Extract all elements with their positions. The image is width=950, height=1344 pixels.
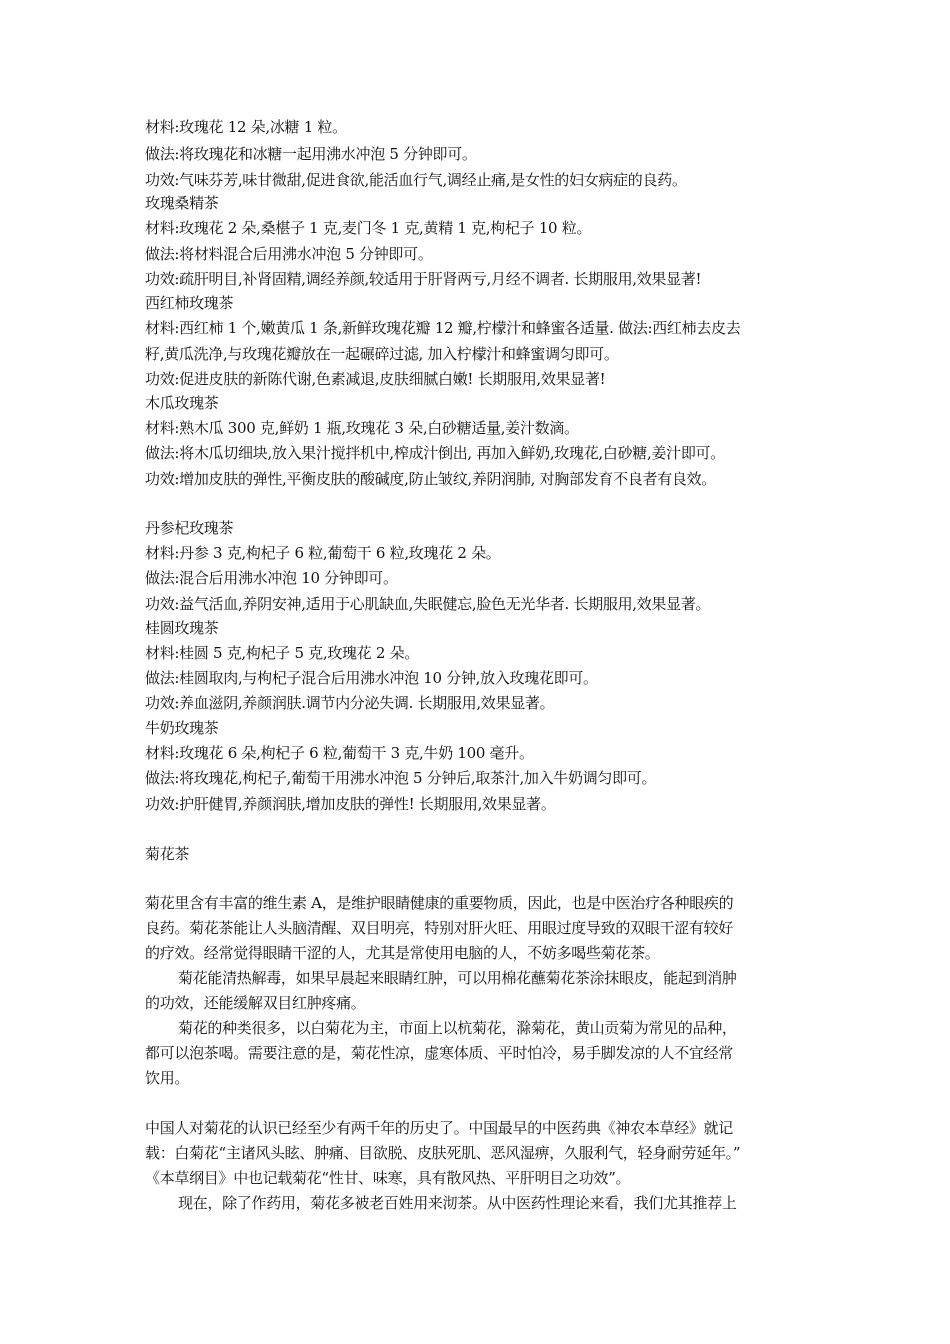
text-line: 材料:玫瑰花 6 朵,枸杞子 6 粒,葡萄干 3 克,牛奶 100 毫升。 — [145, 744, 534, 762]
section-heading: 桂圆玫瑰茶 — [145, 619, 219, 637]
text-line: 饮用。 — [145, 1069, 190, 1087]
text-line: 做法:将玫瑰花,枸杞子,葡萄干用沸水冲泡 5 分钟后,取茶汁,加入牛奶调匀即可。 — [145, 769, 657, 787]
text-line: 材料:熟木瓜 300 克,鲜奶 1 瓶,玫瑰花 3 朵,白砂糖适量,姜汁数滴。 — [145, 419, 579, 437]
text-line: 材料:玫瑰花 2 朵,桑椹子 1 克,麦门冬 1 克,黄精 1 克,枸杞子 10 粒。 — [145, 219, 592, 237]
text-line: 材料:丹参 3 克,枸杞子 6 粒,葡萄干 6 粒,玫瑰花 2 朵。 — [145, 544, 501, 562]
text-line: 菊花的种类很多，以白菊花为主，市面上以杭菊花，滁菊花，黄山贡菊为常见的品种， — [178, 1019, 737, 1037]
section-heading: 菊花茶 — [145, 845, 190, 863]
text-line: 载：白菊花“主诸风头眩、肿痛、目欲脱、皮肤死肌、恶风湿痹，久服利气，轻身耐劳延年。” — [145, 1144, 741, 1162]
text-line: 做法:将玫瑰花和冰糖一起用沸水冲泡 5 分钟即可。 — [145, 145, 477, 163]
text-line: 的疗效。经常觉得眼睛干涩的人，尤其是常使用电脑的人，不妨多喝些菊花茶。 — [145, 944, 660, 962]
text-line: 现在，除了作药用，菊花多被老百姓用来沏茶。从中医药性理论来看，我们尤其推荐上 — [178, 1194, 737, 1212]
text-line: 做法:混合后用沸水冲泡 10 分钟即可。 — [145, 569, 398, 587]
text-line: 做法:将材料混合后用沸水冲泡 5 分钟即可。 — [145, 245, 433, 263]
section-heading: 牛奶玫瑰茶 — [145, 719, 219, 737]
text-line: 功效:促进皮肤的新陈代谢,色素减退,皮肤细腻白嫩! 长期服用,效果显著! — [145, 370, 606, 388]
text-line: 功效:益气活血,养阴安神,适用于心肌缺血,失眠健忘,脸色无光华者. 长期服用,效果显著。 — [145, 595, 711, 613]
section-heading: 玫瑰桑精茶 — [145, 194, 219, 212]
text-line: 材料:桂圆 5 克,枸杞子 5 克,玫瑰花 2 朵。 — [145, 644, 420, 662]
text-line: 功效:养血滋阴,养颜润肤.调节内分泌失调. 长期服用,效果显著。 — [145, 694, 555, 712]
text-line: 做法:将木瓜切细块,放入果汁搅拌机中,榨成汁倒出, 再加入鲜奶,玫瑰花,白砂糖,姜汁即可。 — [145, 444, 725, 462]
text-line: 功效:疏肝明目,补肾固精,调经养颜,较适用于肝肾两亏,月经不调者. 长期服用,效果显著! — [145, 270, 702, 288]
text-line: 良药。菊花茶能让人头脑清醒、双目明亮，特别对肝火旺、用眼过度导致的双眼干涩有较好 — [145, 919, 734, 937]
text-line: 功效:护肝健胃,养颜润肤,增加皮肤的弹性! 长期服用,效果显著。 — [145, 795, 556, 813]
text-line: 做法:桂圆取肉,与枸杞子混合后用沸水冲泡 10 分钟,放入玫瑰花即可。 — [145, 669, 598, 687]
section-heading: 西红柿玫瑰茶 — [145, 294, 234, 312]
text-line: 中国人对菊花的认识已经至少有两千年的历史了。中国最早的中医药典《神农本草经》就记 — [145, 1119, 734, 1137]
text-line: 的功效，还能缓解双目红肿疼痛。 — [145, 994, 366, 1012]
text-line: 都可以泡茶喝。需要注意的是，菊花性凉，虚寒体质、平时怕冷，易手脚发凉的人不宜经常 — [145, 1044, 734, 1062]
text-line: 《本草纲目》中也记载菊花“性甘、味寒，具有散风热、平肝明目之功效”。 — [145, 1169, 631, 1187]
text-line: 籽,黄瓜洗净,与玫瑰花瓣放在一起碾碎过滤, 加入柠檬汁和蜂蜜调匀即可。 — [145, 345, 619, 363]
text-line: 菊花能清热解毒，如果早晨起来眼睛红肿，可以用棉花蘸菊花茶涂抹眼皮，能起到消肿 — [178, 969, 737, 987]
text-line: 菊花里含有丰富的维生素 A，是维护眼睛健康的重要物质，因此，也是中医治疗各种眼疾的 — [145, 894, 734, 912]
section-heading: 丹参杞玫瑰茶 — [145, 519, 234, 537]
text-line: 功效:气味芬芳,味甘微甜,促进食欲,能活血行气,调经止痛,是女性的妇女病症的良药。 — [145, 171, 687, 189]
text-line: 材料:玫瑰花 12 朵,冰糖 1 粒。 — [145, 118, 347, 136]
text-line: 材料:西红柿 1 个,嫩黄瓜 1 条,新鲜玫瑰花瓣 12 瓣,柠檬汁和蜂蜜各适量. 做法:西红柿去皮去 — [145, 319, 741, 337]
text-line: 功效:增加皮肤的弹性,平衡皮肤的酸碱度,防止皱纹,养阴润肺, 对胸部发育不良者有良效。 — [145, 470, 716, 488]
section-heading: 木瓜玫瑰茶 — [145, 394, 219, 412]
